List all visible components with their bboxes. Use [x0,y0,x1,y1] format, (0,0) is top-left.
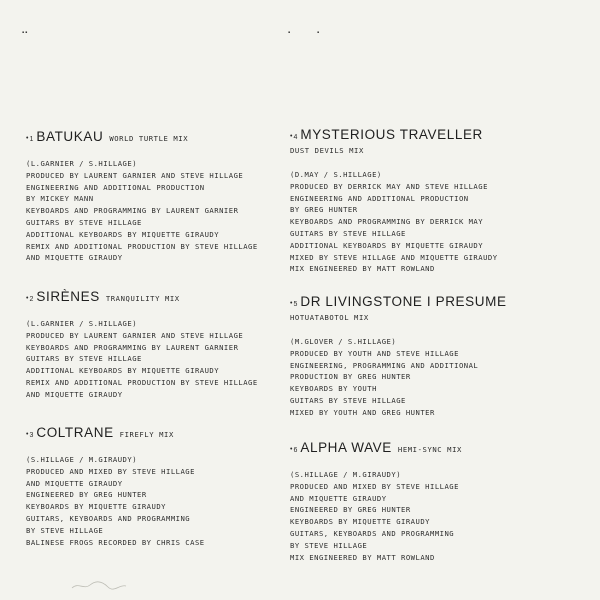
credit-line: PRODUCED BY YOUTH AND STEVE HILLAGE [290,348,459,358]
track-credits [26,158,296,264]
header-mark-middle: ▪ [288,30,292,36]
track-mix: HEMI-SYNC MIX [397,445,462,454]
credit-line: (S.HILLAGE / M.GIRAUDY) [26,455,138,464]
credit-line: MIXED BY STEVE HILLAGE AND MIQUETTE GIRAUDY [290,252,498,262]
credit-line: PRODUCED AND MIXED BY STEVE HILLAGE [26,466,195,476]
credit-line: ENGINEERED BY GREG HUNTER [26,490,147,500]
credit-line: MIX ENGINEERED BY MATT ROWLAND [290,264,435,274]
track-number: 5 [293,301,298,308]
track-mix: HOTUATABOTOL MIX [290,313,369,322]
track-header [26,129,296,144]
credit-line: MIXED BY YOUTH AND GREG HUNTER [290,407,435,417]
track-6 [290,440,560,563]
credit-line: ENGINEERING AND ADDITIONAL PRODUCTION [26,182,205,192]
credit-line: KEYBOARDS BY MIQUETTE GIRAUDY [290,517,430,527]
track-header [290,294,560,309]
track-mix: DUST DEVILS MIX [290,146,364,155]
header-mark-left: ▪▪ [22,30,29,36]
track-mix: TRANQUILITY MIX [105,294,180,303]
credit-line: AND MIQUETTE GIRAUDY [26,253,123,263]
track-4 [290,127,560,275]
track-header [290,127,560,142]
credit-line: GUITARS BY STEVE HILLAGE [290,228,406,238]
track-header [26,425,296,440]
track-credits [26,454,296,548]
track-bullet: • [26,431,29,438]
credit-line: BY STEVE HILLAGE [26,525,104,535]
track-credits [290,469,560,563]
credit-line: MIX ENGINEERED BY MATT ROWLAND [290,552,435,562]
track-header [26,289,296,304]
track-credits [290,169,560,275]
track-bullet: • [26,295,29,302]
credit-line: ADDITIONAL KEYBOARDS BY MIQUETTE GIRAUDY [290,240,484,250]
credit-line: AND MIQUETTE GIRAUDY [26,389,123,399]
credit-line: PRODUCED BY DERRICK MAY AND STEVE HILLAGE [290,181,488,191]
credit-line: ADDITIONAL KEYBOARDS BY MIQUETTE GIRAUDY [26,366,220,376]
track-number: 2 [29,296,34,303]
credit-line: GUITARS BY STEVE HILLAGE [290,395,406,405]
track-bullet: • [290,446,293,453]
credit-line: GUITARS, KEYBOARDS AND PROGRAMMING [290,528,455,538]
track-credits [26,318,296,401]
credit-line: ENGINEERED BY GREG HUNTER [290,505,411,515]
track-2 [26,289,296,401]
credit-line: ENGINEERING AND ADDITIONAL PRODUCTION [290,193,469,203]
credit-line: PRODUCTION BY GREG HUNTER [290,372,411,382]
track-title: COLTRANE [36,425,114,440]
track-number: 4 [293,134,298,141]
track-title: SIRÈNES [36,289,100,304]
credit-line: KEYBOARDS AND PROGRAMMING BY LAURENT GARNIER [26,342,239,352]
track-number: 3 [29,432,34,439]
pencil-scribble [70,578,130,592]
track-3 [26,425,296,548]
credit-line: ADDITIONAL KEYBOARDS BY MIQUETTE GIRAUDY [26,229,220,239]
credit-line: (M.GLOVER / S.HILLAGE) [290,337,397,346]
track-number: 6 [293,447,298,454]
credit-line: REMIX AND ADDITIONAL PRODUCTION BY STEVE HILLAGE [26,377,258,387]
credit-line: PRODUCED BY LAURENT GARNIER AND STEVE HILLAGE [26,330,244,340]
credit-line: BY STEVE HILLAGE [290,540,368,550]
credit-line: KEYBOARDS BY MIQUETTE GIRAUDY [26,502,166,512]
credit-line: REMIX AND ADDITIONAL PRODUCTION BY STEVE HILLAGE [26,241,258,251]
track-title: ALPHA WAVE [300,440,392,455]
track-title: MYSTERIOUS TRAVELLER [300,127,483,142]
track-number: 1 [29,136,34,143]
track-1 [26,129,296,264]
track-title: BATUKAU [36,129,104,144]
track-title: DR LIVINGSTONE I PRESUME [300,294,507,309]
track-credits [290,336,560,419]
credit-line: (L.GARNIER / S.HILLAGE) [26,159,138,168]
credit-line: AND MIQUETTE GIRAUDY [290,493,387,503]
track-5 [290,294,560,419]
credit-line: KEYBOARDS AND PROGRAMMING BY LAURENT GARNIER [26,206,239,216]
credit-line: GUITARS BY STEVE HILLAGE [26,354,142,364]
credit-line: GUITARS, KEYBOARDS AND PROGRAMMING [26,513,191,523]
credit-line: BY GREG HUNTER [290,205,358,215]
credit-line: ENGINEERING, PROGRAMMING AND ADDITIONAL [290,360,479,370]
credit-line: KEYBOARDS BY YOUTH [290,384,377,394]
credit-line: PRODUCED BY LAURENT GARNIER AND STEVE HILLAGE [26,170,244,180]
credit-line: (L.GARNIER / S.HILLAGE) [26,319,138,328]
credit-line: KEYBOARDS AND PROGRAMMING BY DERRICK MAY [290,217,484,227]
credit-line: (S.HILLAGE / M.GIRAUDY) [290,470,402,479]
track-bullet: • [26,135,29,142]
credit-line: BALINESE FROGS RECORDED BY CHRIS CASE [26,537,205,547]
track-bullet: • [290,133,293,140]
credit-line: GUITARS BY STEVE HILLAGE [26,217,142,227]
credit-line: AND MIQUETTE GIRAUDY [26,478,123,488]
track-mix: FIREFLY MIX [119,430,174,439]
credit-line: (D.MAY / S.HILLAGE) [290,170,382,179]
track-header [290,440,560,455]
credit-line: BY MICKEY MANN [26,194,94,204]
track-mix: WORLD TURTLE MIX [109,134,189,143]
track-bullet: • [290,300,293,307]
header-mark-right: ▪ [317,30,321,36]
credit-line: PRODUCED AND MIXED BY STEVE HILLAGE [290,481,459,491]
